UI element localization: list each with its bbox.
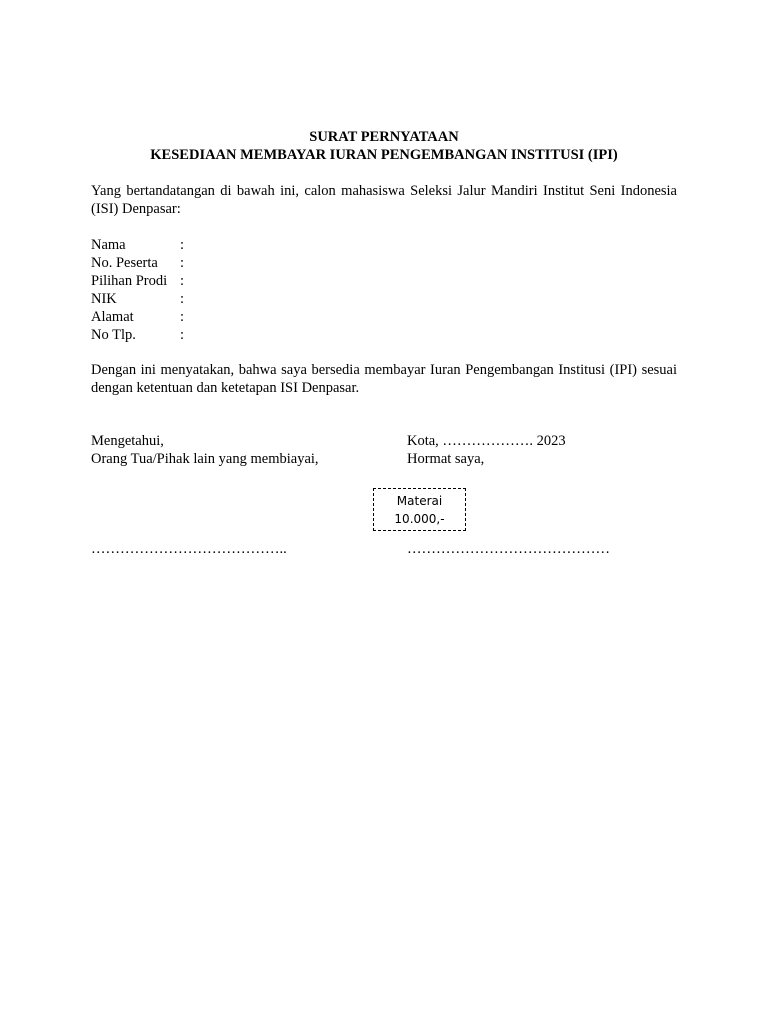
- field-colon: :: [180, 327, 185, 343]
- document-subtitle: KESEDIAAN MEMBAYAR IURAN PENGEMBANGAN INSTITUSI (IPI): [150, 147, 618, 163]
- field-row-alamat: [91, 308, 391, 326]
- field-row-no-tlp: [91, 326, 391, 344]
- field-label: NIK: [91, 291, 117, 307]
- stamp-amount: 10.000,-: [394, 512, 445, 526]
- field-row-pilihan-prodi: [91, 272, 391, 290]
- intro-paragraph: Yang bertandatangan di bawah ini, calon mahasiswa Seleksi Jalur Mandiri Institut Seni Indonesia (ISI) Denpasar:: [91, 183, 677, 217]
- place-date-line: Kota, ………………. 2023: [407, 433, 566, 449]
- stamp-duty-box: [373, 488, 466, 531]
- field-colon: :: [180, 255, 185, 271]
- document-title: SURAT PERNYATAAN: [309, 129, 459, 145]
- field-label: Pilihan Prodi: [91, 273, 168, 289]
- field-label: Alamat: [91, 309, 134, 325]
- field-label: No. Peserta: [91, 255, 158, 271]
- field-row-nama: [91, 236, 391, 254]
- applicant-signature-line: ……………………………………: [407, 541, 610, 557]
- identity-fields: [91, 236, 391, 344]
- field-label: Nama: [91, 237, 126, 253]
- field-colon: :: [180, 291, 185, 307]
- closing-label: Hormat saya,: [407, 451, 485, 467]
- field-row-nik: [91, 290, 391, 308]
- statement-paragraph: Dengan ini menyatakan, bahwa saya bersedia membayar Iuran Pengembangan Institusi (IPI) sesuai dengan ketentuan dan ketetapan ISI Denpasar.: [91, 362, 677, 396]
- field-colon: :: [180, 273, 185, 289]
- guardian-signature-line: …………………………………..: [91, 541, 287, 557]
- guardian-label: Orang Tua/Pihak lain yang membiayai,: [91, 451, 319, 467]
- field-colon: :: [180, 237, 185, 253]
- field-row-no-peserta: [91, 254, 391, 272]
- field-label: No Tlp.: [91, 327, 136, 343]
- stamp-label: Materai: [396, 494, 443, 508]
- field-colon: :: [180, 309, 185, 325]
- acknowledgement-label: Mengetahui,: [91, 433, 164, 449]
